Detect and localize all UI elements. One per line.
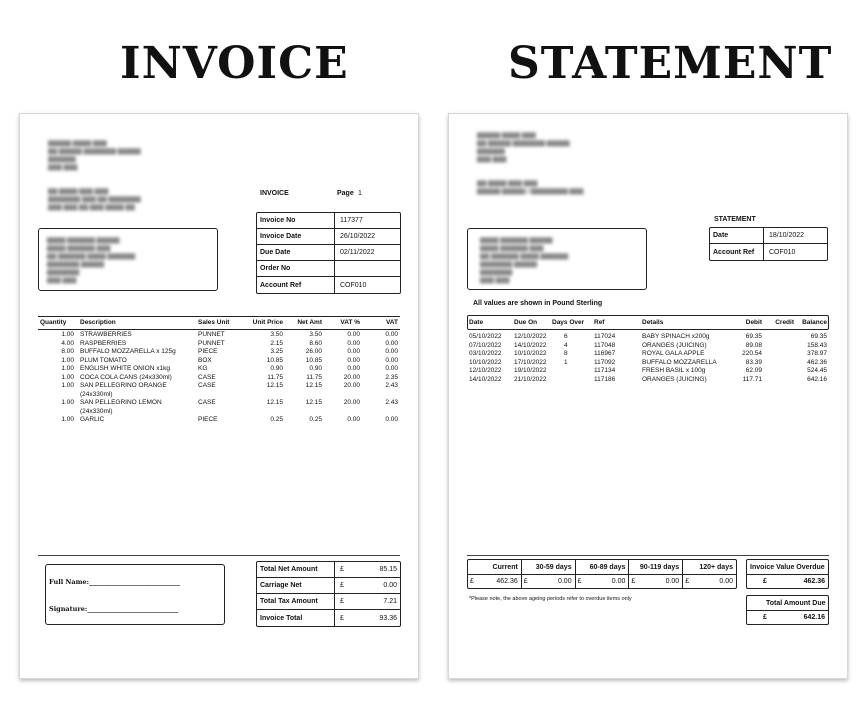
ageing-currency: £ bbox=[577, 578, 582, 585]
ageing-value: 0.00 bbox=[665, 578, 680, 585]
row-details: ORANGES (JUICING) bbox=[642, 375, 707, 383]
col-vat-percent: VAT % bbox=[340, 318, 360, 326]
redacted-company-address: ▇▇▇▇▇ ▇▇▇▇ ▇▇▇ ▇▇ ▇▇▇▇▇ ▇▇▇▇▇▇▇ ▇▇▇▇▇ ▇▇▇▇▇▇ ▇▇▇ ▇▇▇ ▇▇ ▇▇▇▇ ▇▇▇ ▇▇▇ ▇▇▇▇▇ ▇▇▇▇▇@▇▇▇▇▇▇▇▇.▇▇▇ bbox=[477, 133, 584, 195]
item-description-line: SAN PELLEGRINO ORANGE bbox=[80, 382, 167, 389]
item-vat: 0.00 bbox=[385, 356, 398, 364]
ageing-summary-box bbox=[467, 559, 737, 589]
overdue-value: 462.36 bbox=[803, 578, 825, 585]
item-net-amt: 8.60 bbox=[309, 339, 322, 347]
row-date: 14/10/2022 bbox=[469, 375, 502, 383]
total-due-value: 642.16 bbox=[803, 614, 825, 621]
carriage-net-row bbox=[257, 578, 400, 594]
item-description-line: STRAWBERRIES bbox=[80, 331, 132, 338]
row-ref: 117092 bbox=[594, 358, 616, 366]
total-net-label: Total Net Amount bbox=[257, 562, 335, 577]
table-row bbox=[467, 333, 829, 342]
redacted-customer-address: ▇▇▇▇ ▇▇▇▇▇▇ ▇▇▇▇▇ ▇▇▇▇ ▇▇▇▇▇▇ ▇▇▇ ▇▇ ▇▇▇▇▇▇ ▇▇▇▇ ▇▇▇▇▇▇ ▇▇▇▇▇▇▇ ▇▇▇▇▇ ▇▇▇▇▇▇▇ ▇▇▇ ▇▇▇ bbox=[47, 238, 136, 284]
row-balance: 378.97 bbox=[807, 350, 827, 357]
table-row bbox=[38, 399, 400, 416]
row-ref: 117186 bbox=[594, 375, 616, 383]
statement-details-box bbox=[709, 227, 828, 261]
item-unit-price: 3.50 bbox=[270, 331, 283, 338]
row-debit: 83.39 bbox=[745, 358, 762, 366]
item-vat-percent: 0.00 bbox=[347, 348, 360, 355]
total-tax-label: Total Tax Amount bbox=[257, 594, 335, 609]
table-row bbox=[467, 367, 829, 376]
table-row bbox=[38, 357, 400, 366]
item-vat-percent: 0.00 bbox=[347, 331, 360, 338]
total-due-currency: £ bbox=[763, 614, 767, 621]
row-credit bbox=[764, 376, 796, 385]
col-date: Date bbox=[469, 318, 484, 326]
order-no-label: Order No bbox=[257, 261, 335, 276]
item-description bbox=[78, 331, 196, 340]
statement-table-header bbox=[467, 317, 829, 329]
ageing-value: 0.00 bbox=[719, 578, 733, 585]
row-days-over bbox=[550, 376, 592, 385]
table-row bbox=[467, 376, 829, 385]
table-row bbox=[38, 348, 400, 357]
item-description-line-2: (24x330ml) bbox=[80, 390, 113, 398]
carriage-net-label: Carriage Net bbox=[257, 578, 335, 593]
invoice-no-label: Invoice No bbox=[257, 213, 335, 228]
item-sales-unit: PUNNET bbox=[198, 339, 225, 347]
item-quantity: 1.00 bbox=[61, 356, 74, 364]
item-net-amt: 0.25 bbox=[309, 416, 322, 423]
account-ref-row bbox=[257, 277, 400, 293]
item-net-amt: 10.85 bbox=[305, 356, 322, 364]
carriage-net-value: 0.00 bbox=[383, 582, 397, 589]
item-sales-unit: KG bbox=[198, 365, 208, 372]
item-net-amt: 12.15 bbox=[305, 399, 322, 406]
row-due-on: 17/10/2022 bbox=[514, 358, 547, 366]
invoice-total-currency: £ bbox=[340, 614, 344, 622]
item-vat: 2.43 bbox=[385, 399, 398, 406]
row-days-over: 6 bbox=[564, 333, 568, 340]
total-tax-currency: £ bbox=[340, 598, 344, 605]
statement-account-ref-row bbox=[710, 244, 827, 260]
item-quantity: 4.00 bbox=[61, 339, 74, 347]
statement-label: STATEMENT bbox=[714, 216, 756, 223]
row-balance: 158.43 bbox=[807, 341, 827, 349]
col-description: Description bbox=[80, 318, 116, 326]
table-row bbox=[38, 340, 400, 349]
ageing-label: 60-89 days bbox=[589, 564, 626, 571]
item-vat-percent: 20.00 bbox=[343, 373, 360, 381]
row-due-on: 14/10/2022 bbox=[514, 341, 547, 349]
row-days-over bbox=[550, 367, 592, 376]
row-date: 12/10/2022 bbox=[469, 367, 502, 374]
item-description bbox=[78, 357, 196, 366]
item-net-amt: 11.75 bbox=[306, 373, 322, 381]
item-quantity: 1.00 bbox=[61, 331, 74, 338]
invoice-total-value: 93.36 bbox=[379, 614, 397, 622]
item-description-line: GARLIC bbox=[80, 416, 105, 423]
row-details: ORANGES (JUICING) bbox=[642, 341, 707, 349]
row-balance: 524.45 bbox=[807, 367, 827, 374]
row-debit: 69.35 bbox=[745, 333, 762, 340]
total-due-label: Total Amount Due bbox=[766, 600, 826, 607]
item-unit-price: 2.15 bbox=[270, 339, 283, 347]
item-description-line: ENGLISH WHITE ONION x1kg bbox=[80, 365, 170, 372]
row-credit bbox=[764, 342, 796, 351]
item-description bbox=[78, 382, 196, 399]
footer-rule bbox=[467, 555, 829, 556]
item-vat: 0.00 bbox=[385, 339, 398, 347]
item-sales-unit: CASE bbox=[198, 399, 216, 406]
row-debit: 62.09 bbox=[745, 367, 762, 374]
row-debit: 117.71 bbox=[742, 375, 762, 383]
table-row bbox=[38, 331, 400, 340]
row-ref: 117048 bbox=[594, 341, 616, 349]
ageing-column bbox=[683, 560, 736, 588]
statement-document bbox=[448, 113, 848, 679]
item-vat: 2.35 bbox=[385, 373, 398, 381]
item-description-line: BUFFALO MOZZARELLA x 125g bbox=[80, 348, 176, 355]
ageing-label: 120+ days bbox=[699, 564, 733, 571]
item-description bbox=[78, 365, 196, 374]
col-ref: Ref bbox=[594, 318, 605, 326]
col-net-amt: Net Amt bbox=[297, 318, 322, 326]
col-sales-unit: Sales Unit bbox=[198, 318, 230, 326]
ageing-currency: £ bbox=[523, 578, 528, 585]
ageing-value: 0.00 bbox=[557, 578, 572, 585]
invoice-heading: INVOICE bbox=[120, 38, 349, 89]
item-unit-price: 0.25 bbox=[270, 416, 283, 423]
total-net-currency: £ bbox=[340, 566, 344, 573]
customer-address-box bbox=[467, 228, 647, 290]
invoice-total-row bbox=[257, 610, 400, 626]
invoice-no-row bbox=[257, 213, 400, 229]
row-details: BABY SPINACH x200g bbox=[642, 333, 710, 340]
item-unit-price: 0.90 bbox=[270, 365, 283, 372]
row-ref: 117134 bbox=[594, 367, 616, 374]
item-description-line: SAN PELLEGRINO LEMON bbox=[80, 399, 162, 406]
invoice-items-table bbox=[38, 317, 400, 425]
item-description bbox=[78, 348, 196, 357]
total-net-value: 85.15 bbox=[379, 566, 397, 573]
item-sales-unit: CASE bbox=[198, 373, 216, 381]
invoice-date-label: Invoice Date bbox=[257, 229, 335, 244]
row-date: 05/10/2022 bbox=[469, 333, 502, 340]
col-credit: Credit bbox=[775, 318, 794, 326]
signature-box bbox=[45, 564, 225, 625]
item-description-line: COCA COLA CANS (24x330ml) bbox=[80, 373, 172, 381]
col-due-on: Due On bbox=[514, 318, 538, 326]
item-description bbox=[78, 340, 196, 349]
total-tax-value: 7.21 bbox=[383, 598, 397, 605]
item-unit-price: 12.15 bbox=[266, 382, 283, 389]
signature-field: Signature:____________________________ bbox=[49, 605, 179, 613]
item-vat-percent: 20.00 bbox=[343, 399, 360, 406]
row-days-over: 8 bbox=[564, 350, 568, 357]
item-sales-unit: PIECE bbox=[198, 348, 218, 355]
row-days-over: 4 bbox=[564, 341, 568, 349]
order-no-row bbox=[257, 261, 400, 277]
statement-account-ref-label: Account Ref bbox=[710, 244, 764, 260]
item-unit-price: 10.85 bbox=[266, 356, 283, 364]
item-quantity: 1.00 bbox=[61, 399, 74, 406]
ageing-currency: £ bbox=[631, 578, 636, 585]
row-details: FRESH BASIL x 100g bbox=[642, 367, 706, 374]
ageing-note: *Please note, the above ageing periods refer to overdue items only bbox=[469, 596, 632, 602]
statement-heading: STATEMENT bbox=[508, 38, 833, 89]
item-vat-percent: 0.00 bbox=[347, 356, 360, 364]
invoice-totals-box bbox=[256, 561, 401, 627]
item-unit-price: 3.25 bbox=[270, 348, 283, 355]
row-ref: 116967 bbox=[594, 350, 616, 357]
row-debit: 220.54 bbox=[742, 350, 762, 357]
table-row bbox=[467, 359, 829, 368]
item-net-amt: 12.15 bbox=[305, 382, 322, 389]
invoice-date-row bbox=[257, 229, 400, 245]
invoice-document bbox=[19, 113, 419, 679]
row-date: 03/10/2022 bbox=[469, 350, 502, 357]
item-quantity: 1.00 bbox=[61, 373, 74, 381]
item-vat: 0.00 bbox=[385, 416, 398, 423]
overdue-divider bbox=[747, 574, 828, 575]
full-name-field: Full Name:____________________________ bbox=[49, 578, 180, 586]
col-debit: Debit bbox=[745, 318, 762, 326]
item-net-amt: 3.50 bbox=[309, 331, 322, 338]
row-details: BUFFALO MOZZARELLA bbox=[642, 358, 717, 366]
invoice-overdue-box bbox=[746, 559, 829, 589]
row-date: 10/10/2022 bbox=[469, 358, 502, 366]
item-description-line-2: (24x330ml) bbox=[80, 407, 113, 415]
item-sales-unit: PUNNET bbox=[198, 331, 225, 338]
account-ref-value: COF010 bbox=[340, 281, 367, 289]
statement-date-value: 18/10/2022 bbox=[769, 232, 805, 239]
item-sales-unit: BOX bbox=[198, 356, 212, 364]
table-row bbox=[38, 365, 400, 374]
row-balance: 69.35 bbox=[810, 333, 827, 340]
total-due-box bbox=[746, 595, 829, 625]
item-description bbox=[78, 416, 196, 425]
row-due-on: 19/10/2022 bbox=[514, 367, 547, 374]
row-balance: 642.16 bbox=[807, 375, 827, 383]
ageing-label: Current bbox=[492, 564, 518, 571]
row-due-on: 12/10/2022 bbox=[514, 333, 547, 340]
invoice-date-value: 26/10/2022 bbox=[340, 233, 376, 240]
row-due-on: 10/10/2022 bbox=[514, 350, 547, 357]
carriage-net-currency: £ bbox=[340, 582, 344, 589]
item-description bbox=[78, 374, 196, 383]
col-unit-price: Unit Price bbox=[252, 318, 283, 326]
item-vat: 2.43 bbox=[385, 382, 398, 389]
page-number: 1 bbox=[358, 190, 362, 197]
ageing-column bbox=[522, 560, 576, 588]
ageing-divider bbox=[576, 574, 629, 575]
due-date-value: 02/11/2022 bbox=[340, 249, 375, 256]
table-row bbox=[467, 350, 829, 359]
due-date-row bbox=[257, 245, 400, 261]
item-quantity: 1.00 bbox=[61, 416, 74, 423]
row-ref: 117024 bbox=[594, 333, 616, 340]
ageing-divider bbox=[468, 574, 521, 575]
table-row bbox=[38, 382, 400, 399]
col-balance: Balance bbox=[802, 318, 827, 326]
col-vat: VAT bbox=[385, 318, 398, 326]
customer-address-box bbox=[38, 228, 218, 291]
total-due-divider bbox=[747, 610, 828, 611]
ageing-value: 0.00 bbox=[611, 578, 626, 585]
item-sales-unit: CASE bbox=[198, 382, 216, 389]
table-row bbox=[38, 416, 400, 425]
row-balance: 462.36 bbox=[807, 358, 827, 366]
col-quantity: Quantity bbox=[40, 318, 67, 326]
row-credit bbox=[764, 359, 796, 368]
ageing-column bbox=[576, 560, 630, 588]
ageing-column bbox=[629, 560, 683, 588]
col-details: Details bbox=[642, 318, 664, 326]
row-debit: 89.08 bbox=[745, 341, 762, 349]
account-ref-label: Account Ref bbox=[257, 277, 335, 293]
ageing-label: 90-119 days bbox=[639, 564, 680, 571]
item-vat: 0.00 bbox=[385, 331, 398, 338]
col-days-over: Days Over bbox=[552, 318, 585, 326]
row-credit bbox=[764, 350, 796, 359]
statement-items-table bbox=[467, 317, 829, 384]
invoice-label: INVOICE bbox=[260, 190, 289, 197]
item-net-amt: 0.90 bbox=[309, 365, 322, 372]
ageing-divider bbox=[629, 574, 682, 575]
item-quantity: 1.00 bbox=[61, 382, 74, 389]
ageing-column bbox=[468, 560, 522, 588]
item-description bbox=[78, 399, 196, 416]
item-vat-percent: 20.00 bbox=[343, 382, 360, 389]
invoice-no-value: 117377 bbox=[340, 217, 363, 224]
statement-date-label: Date bbox=[710, 228, 764, 243]
row-credit bbox=[764, 333, 796, 342]
item-vat-percent: 0.00 bbox=[347, 365, 360, 372]
item-vat-percent: 0.00 bbox=[347, 416, 360, 423]
redacted-customer-address: ▇▇▇▇ ▇▇▇▇▇▇ ▇▇▇▇▇ ▇▇▇▇ ▇▇▇▇▇▇ ▇▇▇ ▇▇ ▇▇▇▇▇▇ ▇▇▇▇ ▇▇▇▇▇▇ ▇▇▇▇▇▇▇ ▇▇▇▇▇ ▇▇▇▇▇▇▇ ▇▇▇ ▇▇▇ bbox=[480, 238, 569, 284]
ageing-currency: £ bbox=[470, 578, 474, 585]
item-net-amt: 26.00 bbox=[305, 348, 322, 355]
item-description-line: RASPBERRIES bbox=[80, 339, 127, 347]
row-days-over: 1 bbox=[564, 358, 568, 366]
overdue-currency: £ bbox=[763, 578, 767, 585]
row-date: 07/10/2022 bbox=[469, 341, 502, 349]
due-date-label: Due Date bbox=[257, 245, 335, 260]
total-net-row bbox=[257, 562, 400, 578]
item-quantity: 1.00 bbox=[61, 365, 74, 372]
ageing-currency: £ bbox=[685, 578, 690, 585]
overdue-label: Invoice Value Overdue bbox=[750, 564, 825, 571]
row-details: ROYAL GALA APPLE bbox=[642, 350, 705, 357]
invoice-table-header bbox=[38, 317, 400, 329]
item-unit-price: 12.15 bbox=[266, 399, 283, 406]
item-sales-unit: PIECE bbox=[198, 416, 218, 423]
item-vat-percent: 0.00 bbox=[347, 339, 360, 347]
item-quantity: 8.00 bbox=[61, 348, 74, 355]
page-label: Page bbox=[337, 190, 354, 197]
table-row bbox=[467, 342, 829, 351]
table-row bbox=[38, 374, 400, 383]
invoice-details-box bbox=[256, 212, 401, 294]
item-description-line: PLUM TOMATO bbox=[80, 356, 127, 364]
redacted-company-address: ▇▇▇▇▇ ▇▇▇▇ ▇▇▇ ▇▇ ▇▇▇▇▇ ▇▇▇▇▇▇▇ ▇▇▇▇▇ ▇▇▇▇▇▇ ▇▇▇ ▇▇▇ ▇▇ ▇▇▇▇ ▇▇▇ ▇▇▇ ▇▇▇▇▇▇▇ ▇▇▇ ▇▇ ▇▇▇▇▇▇▇ ▇▇▇ ▇▇▇ ▇▇ ▇▇▇ ▇▇▇▇ ▇▇ bbox=[48, 141, 141, 211]
row-due-on: 21/10/2022 bbox=[514, 375, 547, 383]
item-unit-price: 11.75 bbox=[267, 373, 283, 381]
item-vat: 0.00 bbox=[385, 348, 398, 355]
ageing-value: 462.36 bbox=[496, 578, 518, 585]
ageing-label: 30-59 days bbox=[535, 564, 572, 571]
footer-rule bbox=[38, 555, 400, 556]
currency-note: All values are shown in Pound Sterling bbox=[473, 300, 603, 307]
item-vat: 0.00 bbox=[385, 365, 398, 372]
ageing-divider bbox=[683, 574, 736, 575]
statement-account-ref-value: COF010 bbox=[769, 248, 796, 256]
statement-date-row bbox=[710, 228, 827, 244]
total-tax-row bbox=[257, 594, 400, 610]
row-credit bbox=[764, 367, 796, 376]
invoice-total-label: Invoice Total bbox=[257, 610, 335, 626]
ageing-divider bbox=[522, 574, 575, 575]
